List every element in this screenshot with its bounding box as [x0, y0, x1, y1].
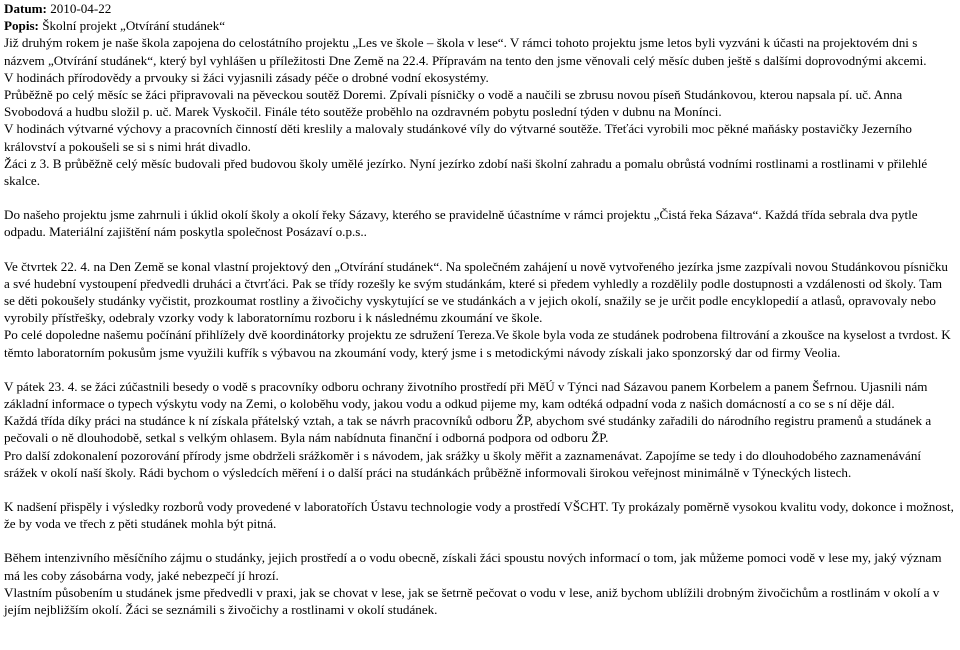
blank-line [4, 361, 956, 378]
paragraph-uklid: Do našeho projektu jsme zahrnuli i úklid okolí školy a okolí řeky Sázavy, kterého se pravidelně účastníme v rámci projektu „Čistá řeka Sázava“. Každá třída sebrala dva pytle odpadu. Materiální zajištění nám poskytla společnost Posázaví o.p.s.. [4, 207, 918, 240]
paragraph-zajem: Během intenzivního měsíčního zájmu o studánky, jejich prostředí a o vodu obecně, získali žáci spoustu nových informací o tom, jak můžeme pomoci vodě v lese my, jaký význam má les coby zásobárna vody, jaké nebezpečí jí hrozí. [4, 550, 942, 583]
paragraph-ctvrtek: Ve čtvrtek 22. 4. na Den Země se konal vlastní projektový den „Otvírání studánek“. Na společném zahájení u nově vytvořeného jezírka jsme zazpívali novou Studánkovou písničku a své hudební vystoupení předvedli druháci a čtvrťáci. Pak se třídy rozešly ke svým studánkám, které si předem vyhledly a rozdělily podle dostupnosti a vzdálenosti od školy. Tam se děti pokoušely studánky vyčistit, prozkoumat rostliny a živočichy vyskytující se ve studánkách a v jejich okolí, snažily se je určit podle encyklopedií a atlasů, opravovaly nebo vyrobily přístřešky, odebraly vzorky vody k laboratornímu rozboru i k následnému zkoumání ve škole. [4, 258, 948, 326]
paragraph-intro: Již druhým rokem je naše škola zapojena do celostátního projektu „Les ve škole – škola v lese“. V rámci tohoto projektu jsme letos byli vyzváni k účasti na projektovém dni s názvem „Otvírání studánek“, který byl vyhlášen u příležitosti Dne Země na 22.4. Přípravám na tento den jsme věnovali celý měsíc duben ještě s dalšími doprovodnými akcemi. [4, 35, 927, 68]
blank-line [4, 189, 956, 206]
paragraph-doremi: Průběžně po celý měsíc se žáci připravovali na pěveckou soutěž Doremi. Zpívali písničky o vodě a naučili se zbrusu novou píseň Studánkovou, kterou napsala pí. uč. Anna Svobodová a hudbu složil p. uč. Marek Vyskočil. Finále této soutěže proběhlo na ozdravném pobytu poslední týden v dubnu na Monínci. [4, 87, 903, 120]
paragraph-koordinatorky: Po celé dopoledne našemu počínání přihlížely dvě koordinátorky projektu ze sdružení Tereza.Ve škole byla voda ze studánek podrobena filtrování a zkoušce na kyselost a tvrdost. K těmto laboratorním pokusům jsme využili kufřík s výbavou na zkoumání vody, který jsme i s metodickými návody získali jako sponzorský dar od firmy Veolia. [4, 327, 951, 360]
date-label: Datum: [4, 1, 47, 16]
blank-line [4, 241, 956, 258]
paragraph-prirodoveda: V hodinách přírodovědy a prvouky si žáci vyjasnili zásady péče o drobné vodní ekosystémy. [4, 69, 489, 85]
blank-line [4, 532, 956, 549]
paragraph-rozbory: K nadšení přispěly i výsledky rozborů vody provedené v laboratořích Ústavu technologie vody a prostředí VŠCHT. Ty prokázaly poměrně vysokou kvalitu vody, dokonce i možnost, že by voda ve třech z pěti studánek mohla být pitná. [4, 499, 954, 532]
paragraph-vytvarna: V hodinách výtvarné výchovy a pracovních činností děti kreslily a malovaly studánkové víly do výtvarné soutěže. Třeťáci vyrobili moc pěkné maňásky postavičky Jezerního království a pokoušeli se si s nimi hrát divadlo. [4, 121, 912, 154]
blank-line [4, 481, 956, 498]
popis-label: Popis: [4, 18, 39, 34]
date-line [4, 0, 956, 17]
popis-line [4, 17, 956, 34]
paragraph-jezirko: Žáci z 3. B průběžně celý měsíc budovali před budovou školy umělé jezírko. Nyní jezírko zdobí naši školní zahradu a pomalu obrůstá vodními rostlinami a rostlinami v přilehlé skalce. [4, 155, 928, 189]
paragraph-registr: Každá třída díky práci na studánce k ní získala přátelský vztah, a tak se návrh pracovníků odboru ŽP, abychom své studánky zařadili do národního registru pramenů a studánek a pečovali o ně dlouhodobě, setkal s velkým ohlasem. Byla nám nabídnuta finanční i odborná podpora od odboru ŽP. [4, 413, 932, 446]
paragraph-pusobeni: Vlastním působením u studánek jsme předvedli v praxi, jak se chovat v lese, jak se šetrně pečovat o vodu v lese, aniž bychom ublížili drobným živočichům a rostlinám v okolí a v jejím nejbližším okolí. Žáci se seznámili s živočichy a rostlinami v okolí studánek. [4, 584, 940, 618]
paragraph-srazkomer: Pro další zdokonalení pozorování přírody jsme obdrželi srážkoměr i s návodem, jak srážky u školy měřit a zaznamenávat. Zapojíme se tedy i do dlouhodobého zaznamenávání srážek v okolí naší školy. Rádi bychom o výsledcích měření i o další práci na studánkách průběžně informovali širokou veřejnost minimálně v Týneckých listech. [4, 447, 922, 480]
popis-value: Školní projekt „Otvírání studánek“ [38, 18, 226, 34]
date-value: 2010-04-22 [46, 1, 112, 16]
paragraph-patek: V pátek 23. 4. se žáci zúčastnili besedy o vodě s pracovníky odboru ochrany životního prostředí při MěÚ v Týnci nad Sázavou panem Korbelem a panem Šefrnou. Ujasnili nám základní informace o typech výskytu vody na Zemi, o koloběhu vody, jakou vodu a odkud pijeme my, kam odtéká odpadní voda z našich domácností a co se s ní děje dál. [4, 378, 928, 412]
